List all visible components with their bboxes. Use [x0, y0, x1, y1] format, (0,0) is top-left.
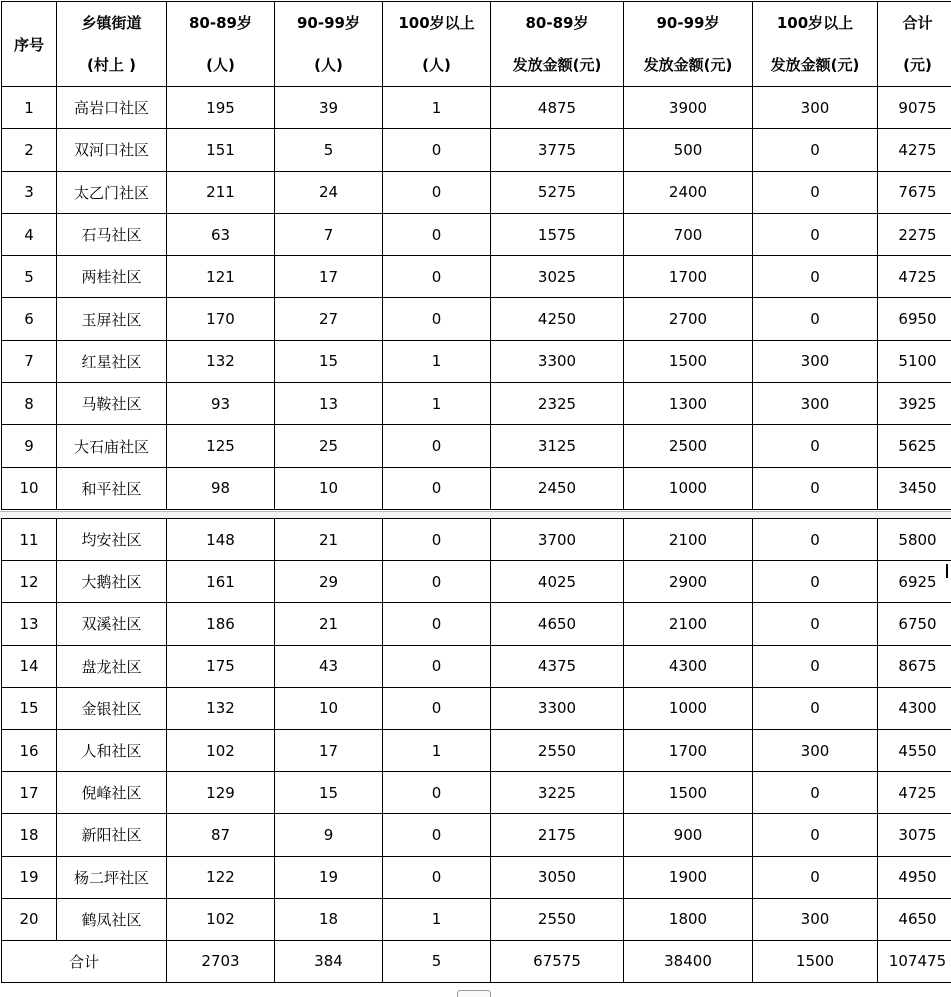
- table-row: [2, 645, 951, 687]
- value-cell: 13: [275, 383, 383, 425]
- header-sublabel: 发放金额(元): [624, 44, 752, 86]
- value-cell: 121: [167, 256, 275, 298]
- value-cell: 4550: [878, 729, 951, 771]
- value-cell: 2275: [878, 213, 951, 255]
- value-cell: 4650: [878, 898, 951, 940]
- community-name-cell: 高岩口社区: [57, 87, 167, 129]
- total-cell: 1500: [753, 940, 878, 982]
- value-cell: 3900: [624, 87, 753, 129]
- value-cell: 0: [383, 129, 491, 171]
- community-name-cell: 和平社区: [57, 467, 167, 509]
- table-row: [2, 561, 951, 603]
- header-cell: [275, 2, 383, 87]
- value-cell: 1700: [624, 729, 753, 771]
- value-cell: 129: [167, 772, 275, 814]
- table-row: [2, 603, 951, 645]
- value-cell: 0: [383, 213, 491, 255]
- value-cell: 4875: [491, 87, 624, 129]
- value-cell: 3225: [491, 772, 624, 814]
- value-cell: 1575: [491, 213, 624, 255]
- text-cursor: [946, 564, 948, 578]
- row-index-cell: 8: [2, 383, 57, 425]
- value-cell: 93: [167, 383, 275, 425]
- value-cell: 1: [383, 87, 491, 129]
- value-cell: 87: [167, 814, 275, 856]
- header-label: 80-89岁: [491, 2, 623, 44]
- header-sublabel: (元): [878, 44, 951, 86]
- value-cell: 3700: [491, 519, 624, 561]
- value-cell: 2100: [624, 603, 753, 645]
- value-cell: 0: [753, 129, 878, 171]
- total-cell: 5: [383, 940, 491, 982]
- value-cell: 10: [275, 467, 383, 509]
- value-cell: 0: [753, 467, 878, 509]
- header-sublabel: (人): [383, 44, 490, 86]
- header-cell: [753, 2, 878, 87]
- community-name-cell: 均安社区: [57, 519, 167, 561]
- row-index-cell: 13: [2, 603, 57, 645]
- value-cell: 300: [753, 87, 878, 129]
- header-cell: [57, 2, 167, 87]
- value-cell: 2550: [491, 729, 624, 771]
- value-cell: 0: [383, 171, 491, 213]
- row-index-cell: 11: [2, 519, 57, 561]
- table-row: [2, 729, 951, 771]
- row-index-cell: 4: [2, 213, 57, 255]
- table-row: [2, 129, 951, 171]
- value-cell: 125: [167, 425, 275, 467]
- value-cell: 170: [167, 298, 275, 340]
- total-cell: 67575: [491, 940, 624, 982]
- value-cell: 98: [167, 467, 275, 509]
- header-label: 100岁以上: [383, 2, 490, 44]
- community-name-cell: 盘龙社区: [57, 645, 167, 687]
- value-cell: 2500: [624, 425, 753, 467]
- table-row: [2, 256, 951, 298]
- row-index-cell: 2: [2, 129, 57, 171]
- value-cell: 0: [753, 519, 878, 561]
- value-cell: 5: [275, 129, 383, 171]
- value-cell: 300: [753, 729, 878, 771]
- row-index-cell: 6: [2, 298, 57, 340]
- row-index-cell: 16: [2, 729, 57, 771]
- community-name-cell: 大石庙社区: [57, 425, 167, 467]
- row-index-cell: 20: [2, 898, 57, 940]
- value-cell: 10: [275, 687, 383, 729]
- value-cell: 17: [275, 256, 383, 298]
- header-label: 乡镇街道: [57, 2, 166, 44]
- row-index-cell: 10: [2, 467, 57, 509]
- community-name-cell: 红星社区: [57, 340, 167, 382]
- value-cell: 1000: [624, 687, 753, 729]
- total-cell: 2703: [167, 940, 275, 982]
- header-label: 90-99岁: [624, 2, 752, 44]
- value-cell: 102: [167, 898, 275, 940]
- value-cell: 3025: [491, 256, 624, 298]
- value-cell: 1900: [624, 856, 753, 898]
- page-indicator-tab[interactable]: [457, 990, 491, 997]
- value-cell: 0: [383, 603, 491, 645]
- value-cell: 21: [275, 603, 383, 645]
- value-cell: 0: [753, 687, 878, 729]
- community-name-cell: 玉屏社区: [57, 298, 167, 340]
- header-sublabel: (村上 ): [57, 44, 166, 86]
- value-cell: 2550: [491, 898, 624, 940]
- elderly-subsidy-table-part1: [1, 1, 951, 510]
- value-cell: 4025: [491, 561, 624, 603]
- table-row: [2, 467, 951, 509]
- header-sublabel: 发放金额(元): [753, 44, 877, 86]
- value-cell: 132: [167, 340, 275, 382]
- value-cell: 0: [383, 687, 491, 729]
- value-cell: 3775: [491, 129, 624, 171]
- community-name-cell: 大鹅社区: [57, 561, 167, 603]
- value-cell: 175: [167, 645, 275, 687]
- value-cell: 6950: [878, 298, 951, 340]
- header-row: [2, 2, 951, 87]
- value-cell: 3300: [491, 340, 624, 382]
- value-cell: 2175: [491, 814, 624, 856]
- header-cell: [2, 2, 57, 87]
- value-cell: 5800: [878, 519, 951, 561]
- header-cell: [878, 2, 951, 87]
- value-cell: 1000: [624, 467, 753, 509]
- value-cell: 1500: [624, 340, 753, 382]
- row-index-cell: 1: [2, 87, 57, 129]
- header-sublabel: (人): [167, 44, 274, 86]
- value-cell: 5100: [878, 340, 951, 382]
- table-row: [2, 519, 951, 561]
- row-index-cell: 15: [2, 687, 57, 729]
- value-cell: 195: [167, 87, 275, 129]
- value-cell: 0: [753, 561, 878, 603]
- value-cell: 25: [275, 425, 383, 467]
- total-cell: 107475: [878, 940, 951, 982]
- table-row: [2, 87, 951, 129]
- table-row: [2, 772, 951, 814]
- value-cell: 17: [275, 729, 383, 771]
- value-cell: 1800: [624, 898, 753, 940]
- value-cell: 2325: [491, 383, 624, 425]
- value-cell: 0: [383, 772, 491, 814]
- value-cell: 0: [753, 856, 878, 898]
- row-index-cell: 7: [2, 340, 57, 382]
- value-cell: 122: [167, 856, 275, 898]
- value-cell: 0: [753, 814, 878, 856]
- value-cell: 43: [275, 645, 383, 687]
- table-row: [2, 856, 951, 898]
- header-cell: [491, 2, 624, 87]
- value-cell: 29: [275, 561, 383, 603]
- value-cell: 700: [624, 213, 753, 255]
- value-cell: 2700: [624, 298, 753, 340]
- value-cell: 5625: [878, 425, 951, 467]
- value-cell: 15: [275, 772, 383, 814]
- value-cell: 1: [383, 729, 491, 771]
- value-cell: 2450: [491, 467, 624, 509]
- value-cell: 0: [383, 467, 491, 509]
- value-cell: 0: [383, 645, 491, 687]
- value-cell: 3075: [878, 814, 951, 856]
- community-name-cell: 太乙门社区: [57, 171, 167, 213]
- community-name-cell: 双溪社区: [57, 603, 167, 645]
- table-row: [2, 383, 951, 425]
- value-cell: 5275: [491, 171, 624, 213]
- row-index-cell: 12: [2, 561, 57, 603]
- community-name-cell: 鹤凤社区: [57, 898, 167, 940]
- value-cell: 2400: [624, 171, 753, 213]
- value-cell: 19: [275, 856, 383, 898]
- value-cell: 39: [275, 87, 383, 129]
- value-cell: 7675: [878, 171, 951, 213]
- header-label: 合计: [878, 2, 951, 44]
- value-cell: 3925: [878, 383, 951, 425]
- value-cell: 0: [753, 603, 878, 645]
- value-cell: 0: [383, 561, 491, 603]
- value-cell: 6925: [878, 561, 951, 603]
- value-cell: 151: [167, 129, 275, 171]
- community-name-cell: 石马社区: [57, 213, 167, 255]
- value-cell: 3450: [878, 467, 951, 509]
- row-index-cell: 18: [2, 814, 57, 856]
- value-cell: 4300: [624, 645, 753, 687]
- value-cell: 300: [753, 383, 878, 425]
- value-cell: 2900: [624, 561, 753, 603]
- value-cell: 1: [383, 898, 491, 940]
- value-cell: 15: [275, 340, 383, 382]
- value-cell: 0: [753, 645, 878, 687]
- community-name-cell: 新阳社区: [57, 814, 167, 856]
- total-cell: 38400: [624, 940, 753, 982]
- community-name-cell: 马鞍社区: [57, 383, 167, 425]
- value-cell: 3125: [491, 425, 624, 467]
- value-cell: 161: [167, 561, 275, 603]
- header-label: 100岁以上: [753, 2, 877, 44]
- header-cell: [167, 2, 275, 87]
- table-row: [2, 213, 951, 255]
- value-cell: 900: [624, 814, 753, 856]
- header-cell: [624, 2, 753, 87]
- value-cell: 500: [624, 129, 753, 171]
- table-row: [2, 687, 951, 729]
- value-cell: 6750: [878, 603, 951, 645]
- row-index-cell: 19: [2, 856, 57, 898]
- value-cell: 9075: [878, 87, 951, 129]
- row-index-cell: 9: [2, 425, 57, 467]
- row-index-cell: 17: [2, 772, 57, 814]
- table-row: [2, 814, 951, 856]
- table-row: [2, 340, 951, 382]
- value-cell: 300: [753, 340, 878, 382]
- value-cell: 0: [753, 256, 878, 298]
- value-cell: 8675: [878, 645, 951, 687]
- value-cell: 4275: [878, 129, 951, 171]
- community-name-cell: 两桂社区: [57, 256, 167, 298]
- value-cell: 27: [275, 298, 383, 340]
- value-cell: 0: [383, 519, 491, 561]
- total-row: [2, 940, 951, 982]
- header-sublabel: 发放金额(元): [491, 44, 623, 86]
- table-row: [2, 298, 951, 340]
- value-cell: 0: [753, 213, 878, 255]
- value-cell: 1300: [624, 383, 753, 425]
- value-cell: 3300: [491, 687, 624, 729]
- value-cell: 63: [167, 213, 275, 255]
- value-cell: 24: [275, 171, 383, 213]
- value-cell: 3050: [491, 856, 624, 898]
- value-cell: 0: [383, 298, 491, 340]
- value-cell: 211: [167, 171, 275, 213]
- value-cell: 2100: [624, 519, 753, 561]
- value-cell: 1700: [624, 256, 753, 298]
- row-index-cell: 5: [2, 256, 57, 298]
- value-cell: 4300: [878, 687, 951, 729]
- value-cell: 1: [383, 383, 491, 425]
- community-name-cell: 杨二坪社区: [57, 856, 167, 898]
- value-cell: 4725: [878, 256, 951, 298]
- community-name-cell: 金银社区: [57, 687, 167, 729]
- community-name-cell: 人和社区: [57, 729, 167, 771]
- total-label: 合计: [2, 940, 167, 982]
- value-cell: 0: [753, 298, 878, 340]
- value-cell: 0: [383, 256, 491, 298]
- value-cell: 4725: [878, 772, 951, 814]
- value-cell: 0: [383, 856, 491, 898]
- header-label: 序号: [14, 36, 44, 54]
- value-cell: 1500: [624, 772, 753, 814]
- table-row: [2, 898, 951, 940]
- value-cell: 0: [383, 814, 491, 856]
- value-cell: 148: [167, 519, 275, 561]
- value-cell: 9: [275, 814, 383, 856]
- value-cell: 300: [753, 898, 878, 940]
- total-cell: 384: [275, 940, 383, 982]
- value-cell: 4375: [491, 645, 624, 687]
- value-cell: 4950: [878, 856, 951, 898]
- value-cell: 4250: [491, 298, 624, 340]
- header-label: 80-89岁: [167, 2, 274, 44]
- value-cell: 102: [167, 729, 275, 771]
- community-name-cell: 倪峰社区: [57, 772, 167, 814]
- community-name-cell: 双河口社区: [57, 129, 167, 171]
- value-cell: 21: [275, 519, 383, 561]
- header-label: 90-99岁: [275, 2, 382, 44]
- elderly-subsidy-table-part2: [1, 518, 951, 983]
- value-cell: 132: [167, 687, 275, 729]
- table-row: [2, 425, 951, 467]
- header-sublabel: (人): [275, 44, 382, 86]
- row-index-cell: 14: [2, 645, 57, 687]
- value-cell: 0: [753, 772, 878, 814]
- value-cell: 1: [383, 340, 491, 382]
- table-row: [2, 171, 951, 213]
- value-cell: 0: [383, 425, 491, 467]
- value-cell: 4650: [491, 603, 624, 645]
- value-cell: 18: [275, 898, 383, 940]
- value-cell: 0: [753, 171, 878, 213]
- header-cell: [383, 2, 491, 87]
- value-cell: 7: [275, 213, 383, 255]
- value-cell: 186: [167, 603, 275, 645]
- row-index-cell: 3: [2, 171, 57, 213]
- value-cell: 0: [753, 425, 878, 467]
